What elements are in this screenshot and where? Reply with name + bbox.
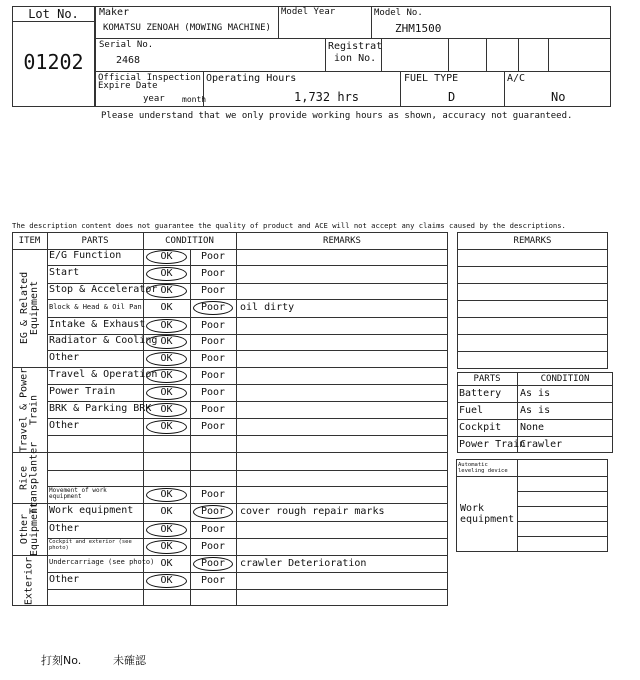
poor-option[interactable]: Poor: [200, 268, 226, 279]
poor-option[interactable]: Poor: [200, 302, 226, 313]
poor-option[interactable]: Poor: [200, 285, 226, 296]
ok-option[interactable]: OK: [160, 420, 173, 432]
fuel-label: FUEL TYPE: [404, 73, 459, 84]
row-part: Start: [49, 267, 80, 278]
model-no-label: Model No.: [374, 8, 423, 18]
selected-circle: [146, 386, 187, 400]
selected-circle: [146, 488, 187, 502]
row-part: Other: [49, 573, 80, 585]
row-part: Travel & Operation: [49, 368, 158, 380]
selected-circle: [146, 523, 187, 537]
table-header-item: ITEM: [18, 236, 41, 246]
group-label: Other Equipment: [18, 501, 40, 557]
ok-option[interactable]: OK: [160, 523, 173, 535]
selected-circle: [146, 267, 187, 281]
ok-option[interactable]: OK: [160, 574, 173, 586]
selected-circle: [146, 352, 187, 366]
side-part-condition: As is: [520, 388, 551, 399]
ok-option[interactable]: OK: [160, 540, 173, 552]
ok-option[interactable]: OK: [160, 285, 173, 296]
side-parts-col-condition: CONDITION: [540, 374, 590, 384]
side-remarks-title: REMARKS: [513, 236, 552, 246]
selected-circle: [146, 420, 187, 434]
side-part-condition: As is: [520, 405, 551, 416]
ok-option[interactable]: OK: [160, 488, 173, 500]
selected-circle: [146, 574, 187, 588]
ok-option[interactable]: OK: [160, 302, 173, 313]
row-part: BRK & Parking BRK: [49, 402, 152, 414]
inspection-label-1: Official Inspection: [98, 73, 201, 83]
poor-option[interactable]: Poor: [200, 336, 226, 347]
selected-circle: [146, 250, 187, 264]
side-part-condition: None: [520, 422, 545, 433]
registration-label-1: Registrat: [328, 41, 383, 52]
inspection-label-2: Expire Date: [98, 81, 158, 91]
poor-option[interactable]: Poor: [200, 540, 226, 552]
poor-option[interactable]: Poor: [200, 369, 226, 381]
month-label: month: [182, 95, 207, 104]
disclaimer: The description content does not guarantee the quality of product and ACE will not accept any claims caused by the descriptions.: [12, 221, 566, 230]
ok-option[interactable]: OK: [160, 557, 173, 569]
side-part-name: Power Train: [459, 439, 526, 450]
serial-label: Serial No.: [99, 40, 154, 50]
selected-circle: [193, 301, 233, 315]
row-part: Undercarriage (see photo): [49, 558, 155, 566]
group-label: Travel & Power Train: [18, 367, 40, 452]
side-part-name: Cockpit: [459, 422, 502, 433]
ok-option[interactable]: OK: [160, 403, 173, 415]
work-equipment-label-1: Work: [460, 503, 485, 514]
row-part: Intake & Exhaust: [49, 318, 146, 330]
row-part: Block & Head & Oil Pan: [49, 302, 142, 311]
selected-circle: [146, 403, 187, 417]
poor-option[interactable]: Poor: [200, 488, 226, 500]
ok-option[interactable]: OK: [160, 506, 173, 517]
stamp-no-label: 打刻No.: [41, 654, 82, 667]
poor-option[interactable]: Poor: [200, 557, 226, 569]
selected-circle: [146, 540, 187, 554]
registration-label-2: ion No.: [334, 53, 377, 64]
model-year-label: Model Year: [281, 7, 336, 17]
poor-option[interactable]: Poor: [200, 386, 226, 398]
year-label: year: [143, 94, 165, 104]
poor-option[interactable]: Poor: [200, 319, 226, 331]
ok-option[interactable]: OK: [160, 251, 173, 262]
ok-option[interactable]: OK: [160, 319, 173, 331]
ok-option[interactable]: OK: [160, 352, 173, 364]
selected-circle: [146, 369, 187, 383]
row-part: E/G Function: [49, 250, 122, 261]
maker-value: KOMATSU ZENOAH (MOWING MACHINE): [103, 23, 271, 33]
ok-option[interactable]: OK: [160, 336, 173, 347]
fuel-value: D: [448, 90, 456, 104]
auto-leveling-label: Automatic leveling device: [458, 462, 508, 475]
group-label: EG & Related Equipment: [18, 271, 40, 345]
maker-label: Maker: [99, 7, 130, 18]
poor-option[interactable]: Poor: [200, 506, 226, 517]
ac-value: No: [551, 90, 566, 104]
poor-option[interactable]: Poor: [200, 403, 226, 415]
row-part: Power Train: [49, 385, 116, 397]
row-remark: cover rough repair marks: [240, 506, 385, 517]
poor-option[interactable]: Poor: [200, 352, 226, 364]
hours-value: 1,732 hrs: [294, 90, 360, 104]
unconfirmed-label: 未確認: [113, 654, 146, 667]
row-part: Other: [49, 351, 80, 363]
hours-notice: Please understand that we only provide working hours as shown, accuracy not guaranteed.: [101, 111, 573, 121]
ok-option[interactable]: OK: [160, 386, 173, 398]
poor-option[interactable]: Poor: [200, 251, 226, 262]
row-part: Work equipment: [49, 505, 134, 516]
table-header-condition: CONDITION: [165, 236, 214, 246]
table-header-remarks: REMARKS: [323, 236, 361, 246]
poor-option[interactable]: Poor: [200, 420, 226, 432]
side-parts-col-parts: PARTS: [473, 374, 501, 384]
row-remark: oil dirty: [240, 302, 295, 313]
table-header-parts: PARTS: [81, 236, 109, 246]
side-part-condition: Crawler: [520, 439, 563, 450]
model-no-value: ZHM1500: [395, 22, 442, 35]
row-part: Movement of work equipment: [49, 487, 107, 500]
poor-option[interactable]: Poor: [200, 523, 226, 535]
lot-label: Lot No.: [28, 7, 79, 21]
selected-circle: [193, 505, 233, 519]
row-remark: crawler Deterioration: [240, 557, 367, 569]
serial-value: 2468: [116, 55, 141, 66]
ok-option[interactable]: OK: [160, 369, 173, 381]
work-equipment-label-2: equipment: [460, 514, 515, 525]
selected-circle: [146, 284, 187, 298]
selected-circle: [193, 557, 233, 571]
side-part-name: Battery: [459, 388, 502, 399]
poor-option[interactable]: Poor: [200, 574, 226, 586]
ac-label: A/C: [507, 73, 526, 84]
hours-label: Operating Hours: [206, 73, 297, 84]
selected-circle: [146, 335, 187, 349]
row-part: Other: [49, 419, 80, 431]
row-part: Radiator & Cooling: [49, 335, 158, 346]
ok-option[interactable]: OK: [160, 268, 173, 279]
selected-circle: [146, 319, 187, 333]
lot-number: 01202: [23, 50, 84, 74]
side-part-name: Fuel: [459, 405, 484, 416]
group-label: Rice Transplanter: [18, 441, 40, 514]
row-part: Stop & Accelerator: [49, 284, 158, 295]
row-part: Cockpit and exterior (see photo): [49, 539, 132, 551]
group-label: Exterior: [23, 556, 35, 605]
row-part: Other: [49, 522, 80, 534]
